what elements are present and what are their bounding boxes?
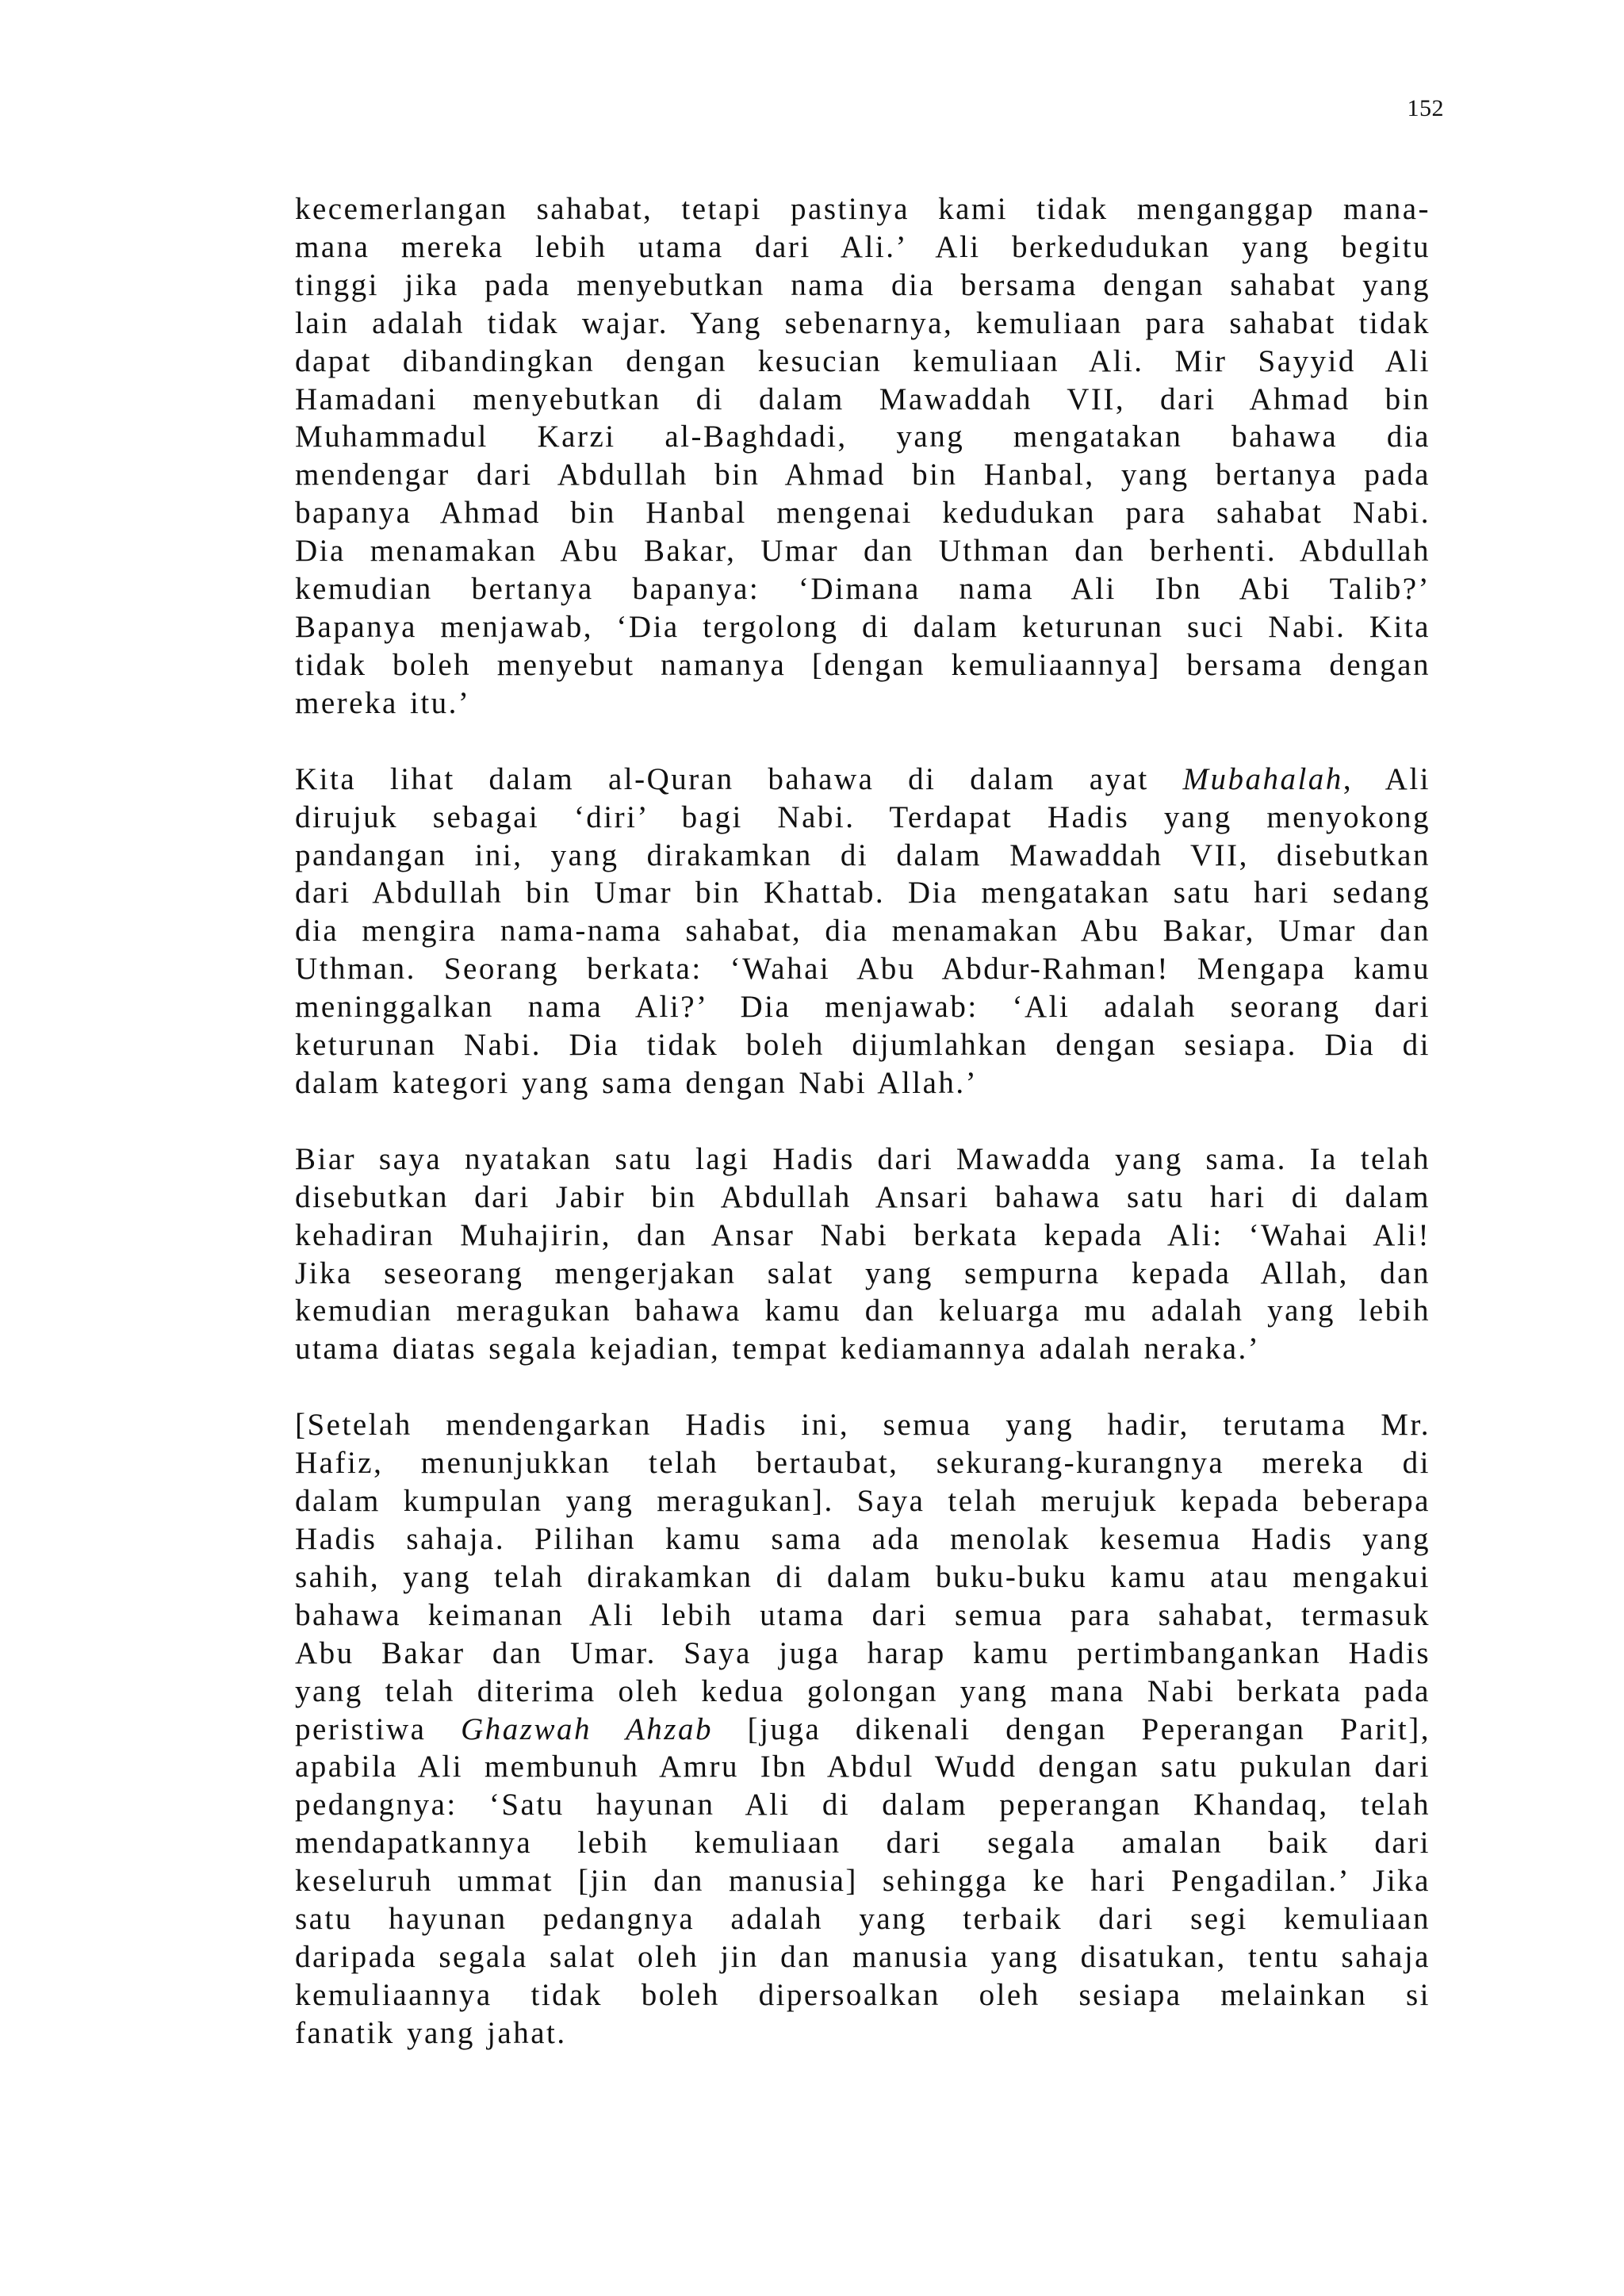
text-line [295, 418, 1431, 456]
text-line [295, 1976, 1431, 2014]
text-segment: mendapatkannya lebih kemuliaan dari segala amalan baik dari [295, 1826, 1431, 1861]
text-line [295, 1444, 1431, 1482]
text-segment: sahih, yang telah dirakamkan di dalam buku-buku kamu atau mengakui [295, 1559, 1431, 1594]
text-line [295, 1292, 1431, 1330]
text-segment: disebutkan dari Jabir bin Abdullah Ansari bahawa satu hari di dalam [295, 1179, 1431, 1214]
text-segment: Dia menamakan Abu Bakar, Umar dan Uthman dan berhenti. Abdullah [295, 534, 1431, 569]
text-segment: peristiwa [295, 1711, 462, 1746]
text-line [295, 1255, 1431, 1293]
text-segment: dia mengira nama-nama sahabat, dia menamakan Abu Bakar, Umar dan [295, 914, 1431, 949]
text-line [295, 912, 1431, 950]
text-line [295, 343, 1431, 381]
text-segment: pandangan ini, yang dirakamkan di dalam Mawaddah VII, disebutkan [295, 838, 1431, 872]
text-line [295, 1900, 1431, 1938]
text-line [295, 1596, 1431, 1635]
text-segment: mendengar dari Abdullah bin Ahmad bin Hanbal, yang bertanya pada [295, 458, 1431, 493]
text-segment: daripada segala salat oleh jin dan manusia yang disatukan, tentu sahaja [295, 1939, 1431, 1974]
text-segment: kehadiran Muhajirin, dan Ansar Nabi berkata kepada Ali: ‘Wahai Ali! [295, 1217, 1431, 1252]
text-segment: [juga dikenali dengan Peperangan Parit], [712, 1711, 1431, 1746]
text-segment: mana mereka lebih utama dari Ali.’ Ali berkedudukan yang begitu [295, 229, 1431, 264]
text-line [295, 1558, 1431, 1596]
text-segment: satu hayunan pedangnya adalah yang terbaik dari segi kemuliaan [295, 1902, 1431, 1937]
text-line [295, 1406, 1431, 1444]
text-segment: dalam kategori yang sama dengan Nabi Allah.’ [295, 1065, 979, 1100]
text-segment: Kita lihat dalam al-Quran bahawa di dalam ayat [295, 761, 1183, 796]
text-line [295, 494, 1431, 532]
text-segment: dapat dibandingkan dengan kesucian kemuliaan Ali. Mir Sayyid Ali [295, 343, 1431, 378]
text-line [295, 1786, 1431, 1824]
text-line [295, 456, 1431, 494]
text-line [295, 1026, 1431, 1064]
text-line [295, 950, 1431, 988]
text-segment: pedangnya: ‘Satu hayunan Ali di dalam peperangan Khandaq, telah [295, 1788, 1431, 1823]
text-segment: [Setelah mendengarkan Hadis ini, semua yang hadir, terutama Mr. [295, 1408, 1431, 1443]
text-line [295, 1635, 1431, 1673]
italic-term: Ghazwah Ahzab [461, 1711, 713, 1746]
text-line [295, 646, 1431, 684]
text-line [295, 1217, 1431, 1255]
text-segment: mereka itu.’ [295, 685, 471, 720]
text-line [295, 1862, 1431, 1900]
paragraph [295, 1140, 1431, 1368]
text-segment: Bapanya menjawab, ‘Dia tergolong di dalam keturunan suci Nabi. Kita [295, 609, 1431, 644]
text-segment: Muhammadul Karzi al-Baghdadi, yang mengatakan bahawa dia [295, 420, 1431, 454]
text-line [295, 1179, 1431, 1217]
text-segment: tinggi jika pada menyebutkan nama dia bersama dengan sahabat yang [295, 267, 1431, 302]
text-segment: bapanya Ahmad bin Hanbal mengenai kedudukan para sahabat Nabi. [295, 496, 1431, 531]
text-line [295, 988, 1431, 1026]
italic-term: Mubahalah [1182, 761, 1343, 796]
paragraph [295, 761, 1431, 1102]
text-segment: keseluruh ummat [jin dan manusia] sehingga ke hari Pengadilan.’ Jika [295, 1864, 1431, 1899]
text-segment: kecemerlangan sahabat, tetapi pastinya kami tidak menganggap mana- [295, 192, 1431, 226]
text-segment: keturunan Nabi. Dia tidak boleh dijumlahkan dengan sesiapa. Dia di [295, 1028, 1431, 1063]
text-segment: bahawa keimanan Ali lebih utama dari semua para sahabat, termasuk [295, 1597, 1431, 1632]
text-line [295, 2014, 1431, 2053]
text-segment: meninggalkan nama Ali?’ Dia menjawab: ‘Ali adalah seorang dari [295, 990, 1431, 1025]
text-line [295, 608, 1431, 646]
text-segment: kemuliaannya tidak boleh dipersoalkan oleh sesiapa melainkan si [295, 1977, 1431, 2012]
text-segment: lain adalah tidak wajar. Yang sebenarnya, kemuliaan para sahabat tidak [295, 305, 1431, 340]
text-segment: Hafiz, menunjukkan telah bertaubat, sekurang-kurangnya mereka di [295, 1446, 1431, 1481]
text-line [295, 1824, 1431, 1862]
paragraph [295, 1406, 1431, 2052]
text-line [295, 761, 1431, 799]
text-line [295, 1140, 1431, 1179]
text-line [295, 1748, 1431, 1786]
text-line [295, 684, 1431, 723]
text-line [295, 305, 1431, 343]
text-segment: kemudian meragukan bahawa kamu dan keluarga mu adalah yang lebih [295, 1294, 1431, 1328]
text-segment: Uthman. Seorang berkata: ‘Wahai Abu Abdur-Rahman! Mengapa kamu [295, 952, 1431, 987]
text-line [295, 266, 1431, 305]
text-segment: dari Abdullah bin Umar bin Khattab. Dia mengatakan satu hari sedang [295, 876, 1431, 910]
text-segment: kemudian bertanya bapanya: ‘Dimana nama Ali Ibn Abi Talib?’ [295, 572, 1431, 607]
text-line [295, 799, 1431, 837]
text-segment: apabila Ali membunuh Amru Ibn Abdul Wudd dengan satu pukulan dari [295, 1750, 1431, 1784]
text-line [295, 1673, 1431, 1711]
text-segment: yang telah diterima oleh kedua golongan yang mana Nabi berkata pada [295, 1673, 1431, 1708]
text-segment: utama diatas segala kejadian, tempat kediamannya adalah neraka.’ [295, 1332, 1261, 1366]
text-line [295, 190, 1431, 228]
text-line [295, 1330, 1431, 1368]
text-segment: fanatik yang jahat. [295, 2015, 567, 2050]
text-segment: , Ali [1342, 761, 1431, 796]
text-segment: Hadis sahaja. Pilihan kamu sama ada menolak kesemua Hadis yang [295, 1522, 1431, 1556]
text-line [295, 837, 1431, 875]
text-segment: dalam kumpulan yang meragukan]. Saya telah merujuk kepada beberapa [295, 1484, 1431, 1519]
text-line [295, 381, 1431, 419]
text-segment: Abu Bakar dan Umar. Saya juga harap kamu pertimbangankan Hadis [295, 1635, 1431, 1670]
text-line [295, 1520, 1431, 1558]
text-line [295, 570, 1431, 608]
text-segment: Hamadani menyebutkan di dalam Mawaddah VII, dari Ahmad bin [295, 381, 1431, 416]
text-segment: Biar saya nyatakan satu lagi Hadis dari Mawadda yang sama. Ia telah [295, 1141, 1431, 1176]
text-line [295, 1711, 1431, 1749]
text-line [295, 874, 1431, 912]
text-segment: Jika seseorang mengerjakan salat yang sempurna kepada Allah, dan [295, 1255, 1431, 1290]
text-line [295, 1064, 1431, 1102]
text-line [295, 1938, 1431, 1976]
text-line [295, 1482, 1431, 1520]
page-number: 152 [1407, 95, 1444, 121]
text-line [295, 228, 1431, 266]
text-segment: tidak boleh menyebut namanya [dengan kemuliaannya] bersama dengan [295, 647, 1431, 682]
text-line [295, 532, 1431, 570]
text-segment: dirujuk sebagai ‘diri’ bagi Nabi. Terdapat Hadis yang menyokong [295, 799, 1431, 834]
body-text [295, 190, 1431, 2053]
paragraph [295, 190, 1431, 723]
